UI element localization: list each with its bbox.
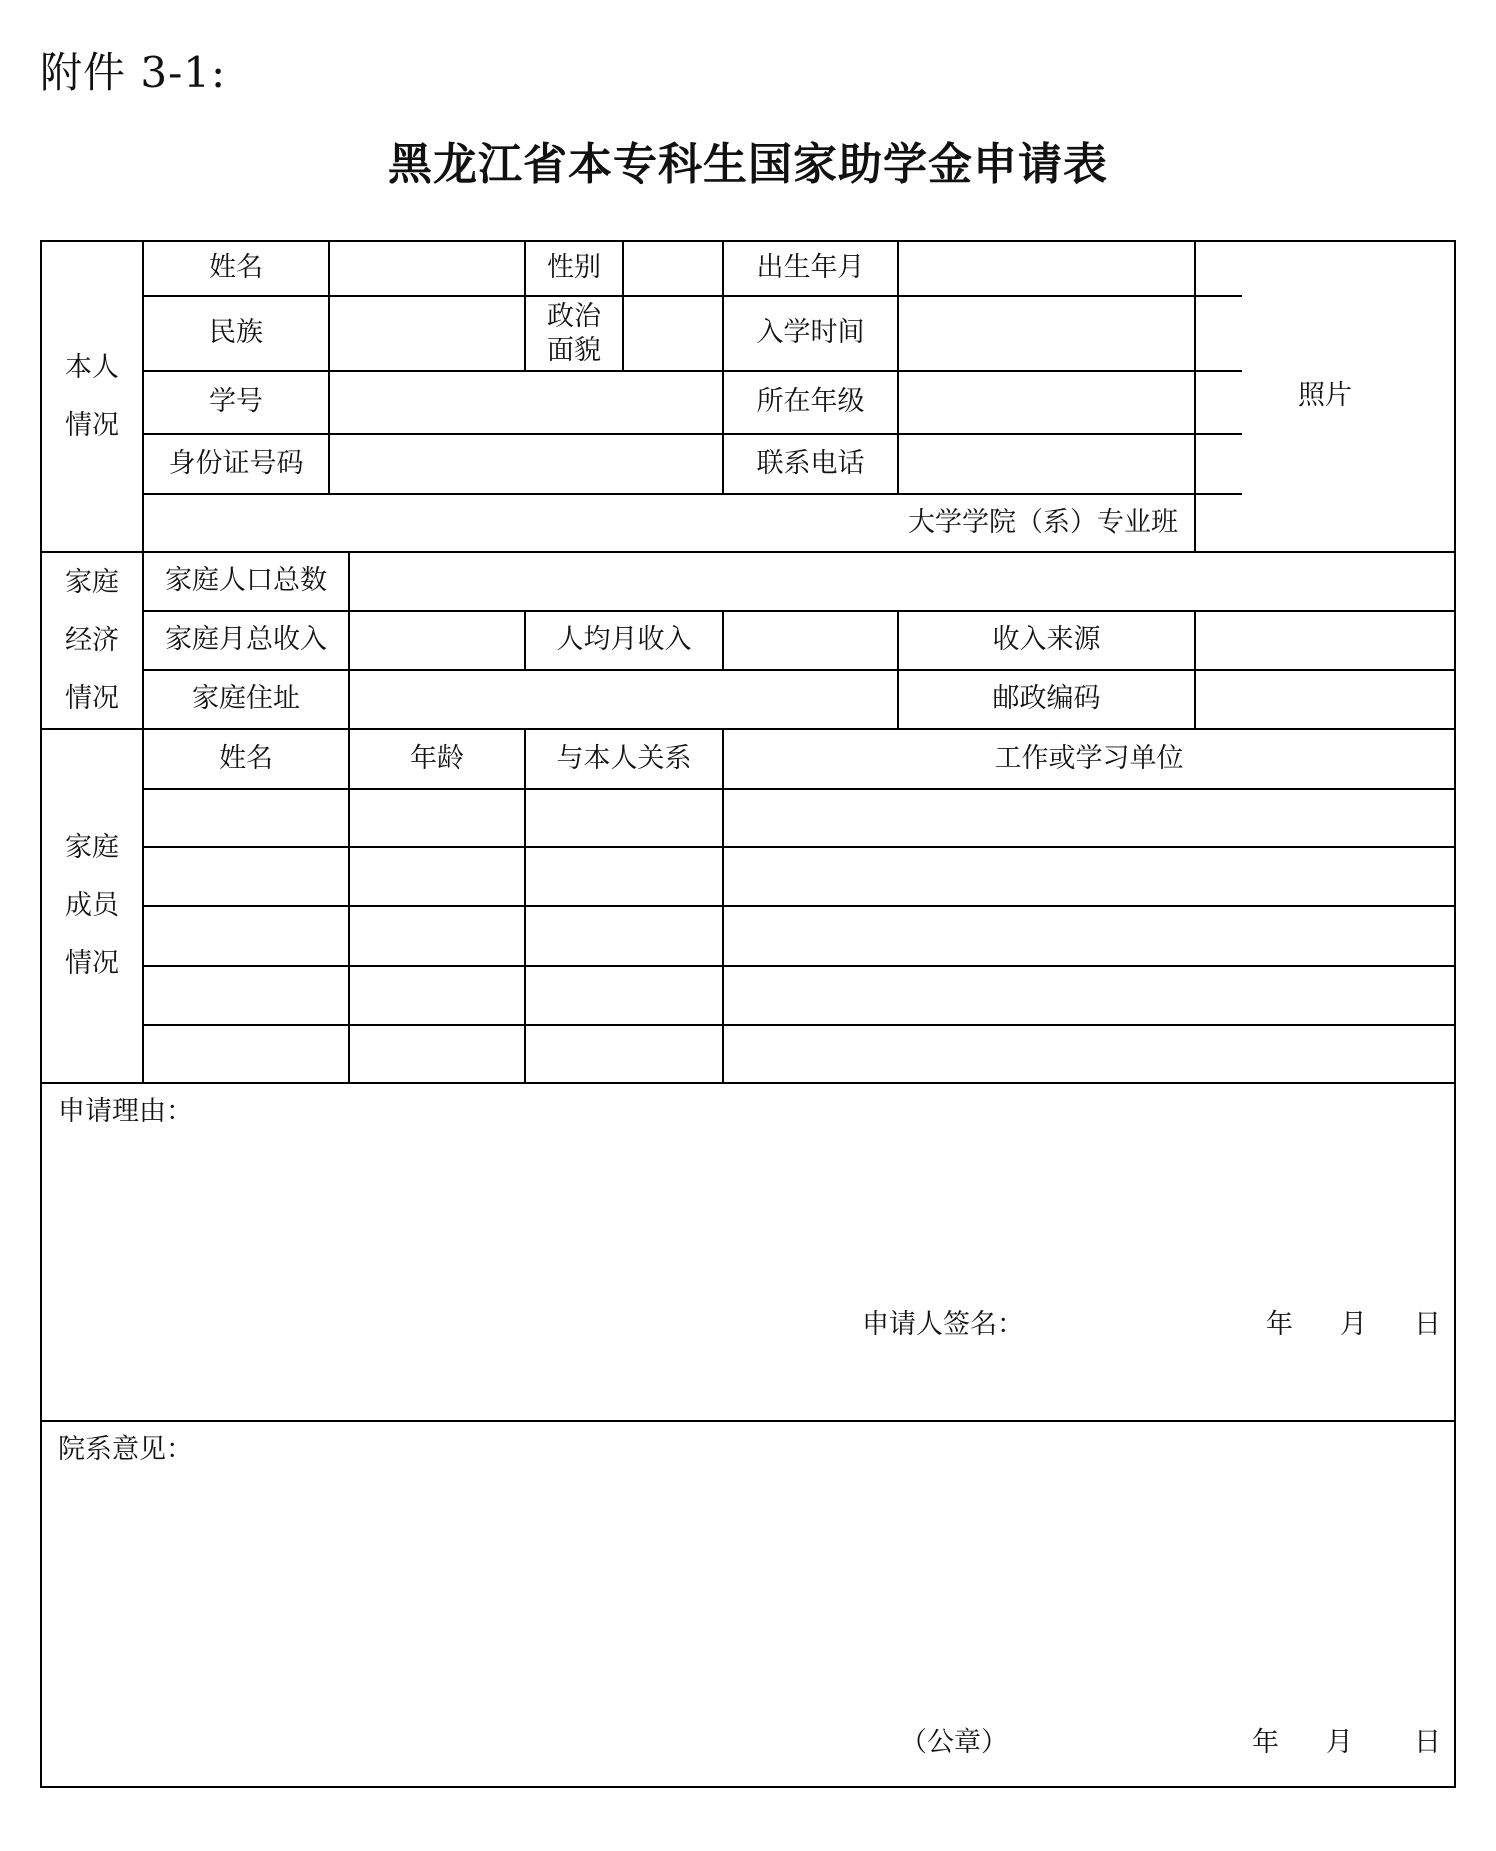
grade-field[interactable] (899, 372, 1194, 433)
official-seal-label: （公章） (900, 1727, 1008, 1758)
birth-label: 出生年月 (756, 252, 865, 284)
postcode-label: 邮政编码 (992, 683, 1101, 715)
enroll-time-field[interactable] (899, 297, 1194, 370)
per-capita-field[interactable] (724, 612, 897, 669)
member-name-header: 姓名 (219, 742, 273, 774)
name-label: 姓名 (209, 252, 263, 284)
school-line: 大学学院（系）专业班 (908, 506, 1178, 538)
department-month: 月 (1326, 1727, 1353, 1758)
address-label: 家庭住址 (192, 683, 300, 715)
section-economy: 家庭 经济 情况 (65, 566, 119, 714)
monthly-income-label: 家庭月总收入 (165, 624, 327, 656)
member-relation-header: 与本人关系 (556, 742, 692, 774)
gender-field[interactable] (624, 242, 722, 295)
income-source-field[interactable] (1196, 612, 1454, 669)
gender-label: 性别 (547, 252, 601, 284)
political-field[interactable] (624, 297, 722, 370)
reason-year: 年 (1266, 1309, 1293, 1340)
photo-label: 照片 (1298, 380, 1352, 412)
monthly-income-field[interactable] (350, 612, 524, 669)
household-size-field[interactable] (350, 553, 1454, 610)
application-form-table (40, 240, 1456, 1788)
department-day: 日 (1414, 1727, 1441, 1758)
department-opinion-label: 院系意见： (58, 1434, 193, 1465)
postcode-field[interactable] (1196, 671, 1454, 728)
phone-label: 联系电话 (756, 447, 865, 479)
section-members: 家庭 成员 情况 (65, 832, 119, 979)
name-field[interactable] (330, 242, 524, 295)
photo-box (1196, 242, 1454, 551)
member-row[interactable] (144, 1026, 1454, 1082)
section-personal: 本人 情况 (65, 351, 119, 441)
grade-label: 所在年级 (756, 386, 865, 418)
birth-field[interactable] (899, 242, 1194, 295)
household-size-label: 家庭人口总数 (165, 565, 327, 597)
member-row[interactable] (144, 848, 1454, 905)
ethnicity-label: 民族 (209, 317, 263, 349)
id-number-label: 身份证号码 (168, 447, 304, 479)
phone-field[interactable] (899, 435, 1194, 493)
attachment-label: 附件 3-1: (40, 48, 227, 97)
per-capita-label: 人均月收入 (556, 624, 692, 656)
income-source-label: 收入来源 (992, 624, 1101, 656)
student-id-field[interactable] (330, 372, 722, 433)
reason-month: 月 (1340, 1309, 1367, 1340)
applicant-signature-label: 申请人签名： (862, 1309, 1024, 1340)
member-row[interactable] (144, 967, 1454, 1024)
id-number-field[interactable] (330, 435, 722, 493)
form-title: 黑龙江省本专科生国家助学金申请表 (388, 139, 1108, 190)
reason-field[interactable] (42, 1084, 1454, 1420)
reason-day: 日 (1414, 1309, 1441, 1340)
member-workplace-header: 工作或学习单位 (994, 742, 1184, 774)
ethnicity-field[interactable] (330, 297, 524, 370)
member-row[interactable] (144, 907, 1454, 965)
address-field[interactable] (350, 671, 897, 728)
department-opinion-field[interactable] (42, 1422, 1454, 1786)
student-id-label: 学号 (209, 386, 263, 418)
member-age-header: 年龄 (410, 742, 464, 774)
member-row[interactable] (144, 790, 1454, 846)
enroll-time-label: 入学时间 (756, 317, 865, 349)
department-year: 年 (1252, 1727, 1279, 1758)
reason-label: 申请理由： (58, 1096, 193, 1127)
political-label: 政治 面貌 (547, 300, 601, 366)
